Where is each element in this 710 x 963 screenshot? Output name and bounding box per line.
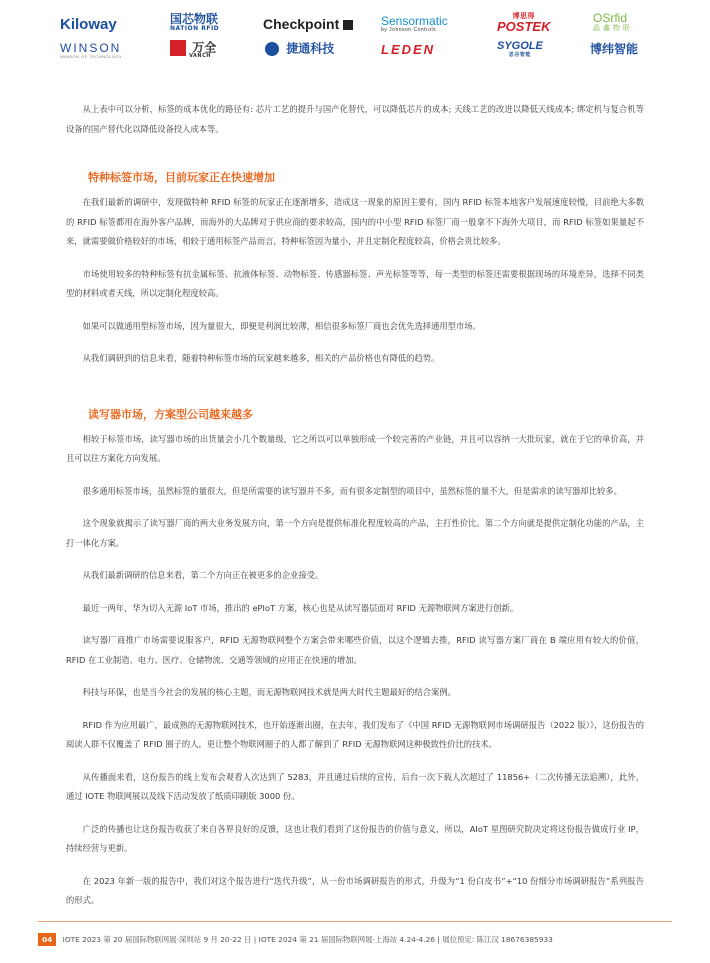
paragraph: 读写器厂商推广市场需要说服客户，RFID 无源物联网整个方案会带来哪些价值，以这个逻辑去推，RFID 读写器方案厂商在 B 端应用有较大的价值，RFID 在工业制造、电力、医疗、仓储物流、交通等领域的应用正在快速的增加。	[66, 635, 644, 665]
vanch-mark-icon	[170, 40, 186, 56]
paragraph: 在 2023 年新一版的报告中，我们对这个报告进行“迭代升级”，从一份市场调研报告的形式，升级为“1 份白皮书”+“10 份细分市场调研报告”系列报告的形式。	[66, 875, 644, 905]
paragraph: 如果可以做通用型标签市场，因为量很大，即便是利润比较薄，相信很多标签厂商也会优先选择通用型市场。	[82, 320, 481, 331]
page-number: 04	[38, 933, 56, 946]
logo-checkpoint: Checkpoint	[263, 17, 353, 31]
logo-postek: 博思得 POSTEK	[497, 13, 551, 34]
paragraph: 从传播面来看，这份报告的线上发布会观看人次达到了 5283，并且通过后续的宣传，后台一次下载人次超过了 11856+（二次传播无法追溯），此外，通过 IOTE 物联网展以及线下活动发放了纸质印刷版 3000 份。	[66, 771, 644, 801]
section-heading-special-tags: 特种标签市场，目前玩家正在快速增加	[88, 171, 275, 184]
paragraph: 市场使用较多的特种标签有抗金属标签、抗液体标签、动物标签、传感器标签、声光标签等等，每一类型的标签还需要根据现场的环境差异，选择不同类型的材料或者天线，所以定制化程度较高。	[66, 268, 644, 298]
paragraph: 从我们最新调研的信息来看，第二个方向正在被更多的企业接受。	[82, 570, 324, 580]
paragraph: RFID 作为应用最广，最成熟的无源物联网技术，也开始逐渐出圈，在去年，我们发布了《中国 RFID 无源物联网市场调研报告（2022 版）》，这份报告的阅读人群不仅覆盖了 RFID 圈子的人，更让整个物联网圈子的人都了解到了 RFID 无源物联网这种极致性价比的技术。	[66, 719, 644, 749]
paragraph: 很多通用标签市场，虽然标签的量很大，但是所需要的读写器并不多，而有很多定制型的项目中，虽然标签的量不大，但是需求的读写器却比较多。	[82, 485, 622, 496]
paragraph: 这个现象就揭示了读写器厂商的两大业务发展方向，第一个方向是提供标准化程度较高的产品，主打性价比。第二个方向就是提供定制化功能的产品，主打一体化方案。	[66, 518, 644, 548]
checkpoint-mark-icon	[343, 20, 353, 30]
logo-vanch: 万全 VANCH	[170, 40, 216, 56]
logo-leden: LEDEN	[381, 42, 436, 57]
paragraph: 相较于标签市场，读写器市场的出货量会小几个数量级，它之所以可以单独形成一个较完善的产业链，并且可以容纳一大批玩家，就在于它的单价高，并且可以往方案化方向发展。	[66, 433, 644, 463]
paragraph: 在我们最新的调研中，发现做特种 RFID 标签的玩家正在逐渐增多，造成这一现象的原因主要有，国内 RFID 标签本地客户发展速度较慢，目前绝大多数的 RFID 标签都用在海外客户品牌，而海外的大品牌对于供应商的要求较高，国内的中小型 RFID 标签厂商一般拿不下海外大项目，而 RFID 标签如果量起不来，就需要做价格较好的市场，相较于通用标签产品而言，特种标签因为量小，并且定制化程度较高，价格会贵比较多。	[66, 197, 644, 246]
paragraph: 广泛的传播也让这份报告收获了来自各界良好的反馈，这也让我们看到了这份报告的价值与意义，所以，AIoT 星图研究院决定将这份报告做成行业 IP，持续经营与更新。	[66, 823, 644, 853]
logo-nation-rfid: 国芯物联 NATION RFID	[170, 12, 220, 32]
footer-text: IOTE 2023 第 20 届国际物联网展·深圳站 9 月 20-22 日 | IOTE 2024 第 21 届国际物联网展·上海站 4.24-4.26 | 展位预定: 陈江汉 18676385933	[62, 935, 553, 944]
logo-sensormatic: Sensormatic by Johnson Controls	[381, 14, 448, 33]
paragraph: 科技与环保，也是当今社会的发展的核心主题，而无源物联网技术就是两大时代主题最好的结合案例。	[82, 687, 456, 697]
jietong-mark-icon	[265, 42, 279, 56]
article-body	[66, 100, 644, 924]
section-heading-reader-market: 读写器市场，方案型公司越来越多	[88, 407, 253, 421]
sponsor-logo-bar	[0, 0, 710, 62]
paragraph: 从我们调研到的信息来看，随着特种标签市场的玩家越来越多，相关的产品价格也有降低的趋势。	[82, 353, 440, 363]
logo-sygole: SYGOLE 思谷智能	[497, 40, 543, 58]
logo-kiloway: Kiloway	[60, 16, 117, 33]
page-footer	[38, 933, 553, 947]
logo-bowei: 博纬智能	[590, 42, 639, 56]
intro-paragraph: 从上表中可以分析，标签的成本优化的路径有: 芯片工艺的提升与国产化替代，可以降低芯片的成本; 天线工艺的改进以降低天线成本; 绑定机与复合机等设备的国产替代化以降低设备投入成本等。	[66, 104, 644, 134]
logo-osrfid: OSrfid 晶 鑫 物 联	[593, 11, 631, 32]
logo-jietong: 捷通科技	[265, 42, 334, 56]
paragraph: 最近一两年，华为切入无源 IoT 市场，推出的 ePIoT 方案，核心也是从读写器层面对 RFID 无源物联网方案进行创新。	[82, 602, 519, 613]
footer-divider	[38, 921, 672, 922]
logo-winson: WINSON WINSON OF TECHNOLOGY	[60, 41, 123, 59]
